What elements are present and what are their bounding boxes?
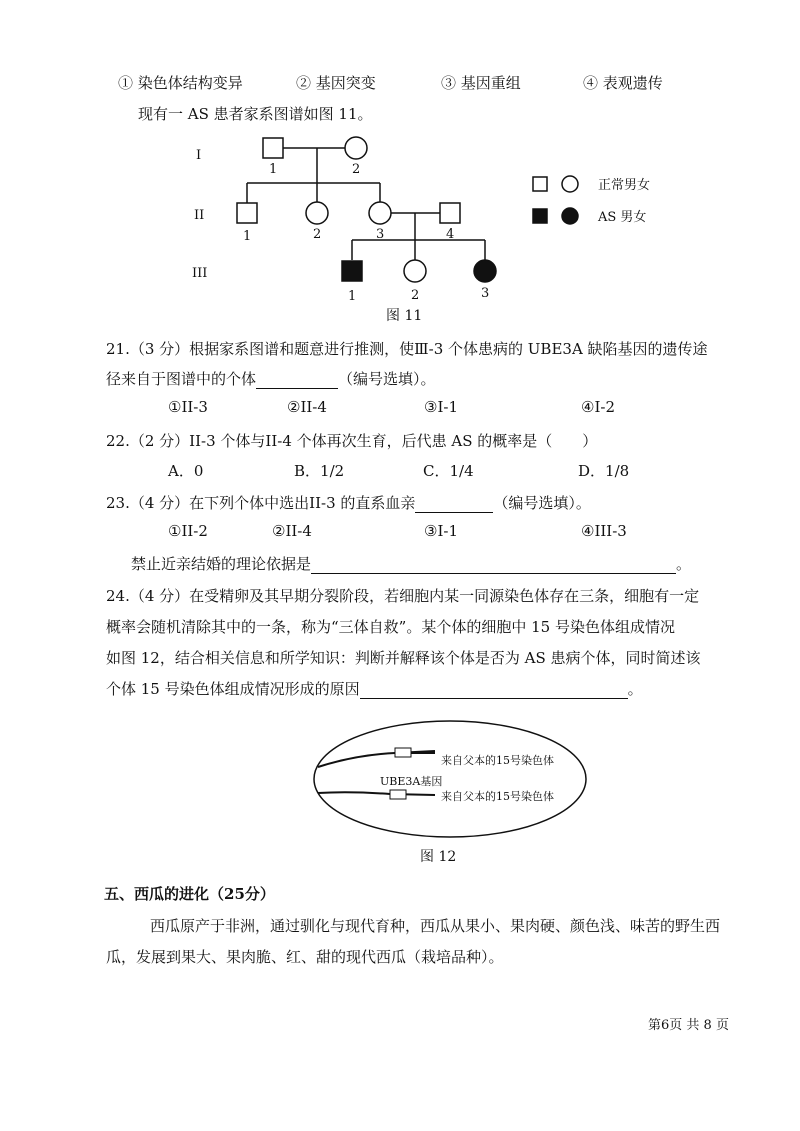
q23-option-1: ①II-2: [168, 522, 208, 540]
q22-text: 22.（2 分）II-3 个体与II-4 个体再次生育，后代患 AS 的概率是（ ）: [106, 432, 598, 450]
answer-blank[interactable]: [415, 498, 493, 513]
q22-option-c: C．1/4: [423, 462, 474, 480]
option-2: ② 基因突变: [296, 74, 376, 92]
pedigree-diagram: [180, 128, 660, 328]
q24-line-2: 概率会随机清除其中的一条，称为“三体自救”。某个体的细胞中 15 号染色体组成情况: [106, 618, 675, 636]
q24-line-3: 如图 12，结合相关信息和所学知识：判断并解释该个体是否为 AS 患病个体，同时简述该: [106, 649, 701, 667]
q22-option-d: D．1/8: [578, 462, 630, 480]
option-3: ③ 基因重组: [441, 74, 521, 92]
gen-label-1: I: [196, 148, 202, 163]
chromosome-figure: [310, 715, 600, 845]
q23-text: 23.（4 分）在下列个体中选出II-3 的直系血亲 （编号选填）。: [106, 494, 591, 512]
chromosome-top-label: 来自父本的15号染色体: [441, 754, 554, 767]
answer-blank[interactable]: [360, 684, 628, 699]
individual-label: 2: [411, 288, 420, 303]
q23-option-3: ③I-1: [424, 522, 458, 540]
q21-option-2: ②II-4: [287, 398, 327, 416]
q22-option-b: B．1/2: [294, 462, 345, 480]
gen-label-3: III: [192, 266, 208, 281]
answer-blank[interactable]: [311, 559, 676, 574]
q21-text-2: 径来自于图谱中的个体 （编号选填）。: [106, 370, 436, 388]
q21-option-3: ③I-1: [424, 398, 458, 416]
individual-label: 3: [376, 227, 385, 242]
answer-blank[interactable]: [256, 374, 338, 389]
gen-label-2: II: [194, 208, 205, 223]
section-5-para-1: 西瓜原产于非洲，通过驯化与现代育种，西瓜从果小、果肉硬、颜色浅、味苦的野生西: [150, 917, 721, 935]
q21-text: 21.（3 分）根据家系图谱和题意进行推测，使Ⅲ-3 个体患病的 UBE3A 缺陷基因的遗传途: [106, 340, 708, 358]
option-1: ① 染色体结构变异: [118, 74, 243, 92]
q21-option-4: ④I-2: [581, 398, 615, 416]
individual-label: 3: [481, 286, 490, 301]
page-number: 第6页 共 8 页: [648, 1018, 729, 1033]
gene-label: UBE3A基因: [380, 775, 443, 788]
section-5-para-2: 瓜，发展到果大、果肉脆、红、甜的现代西瓜（栽培品种）。: [106, 948, 504, 966]
legend-affected-label: AS 男女: [598, 210, 647, 225]
individual-label: 4: [446, 227, 455, 242]
individual-label: 1: [243, 229, 252, 244]
section-5-heading: 五、西瓜的进化（25分）: [104, 885, 275, 903]
q22-option-a: A．0: [168, 462, 204, 480]
q24-line-4: 个体 15 号染色体组成情况形成的原因 。: [106, 680, 643, 698]
q23-option-2: ②II-4: [272, 522, 312, 540]
q21-option-1: ①II-3: [168, 398, 208, 416]
figure-11-caption: 图 11: [386, 308, 423, 324]
individual-label: 2: [352, 162, 361, 177]
q23-option-4: ④III-3: [581, 522, 627, 540]
individual-label: 2: [313, 227, 322, 242]
q24-line-1: 24.（4 分）在受精卵及其早期分裂阶段，若细胞内某一同源染色体存在三条，细胞有一定: [106, 587, 700, 605]
legend-normal-label: 正常男女: [598, 178, 651, 193]
option-4: ④ 表观遗传: [583, 74, 663, 92]
intro-text: 现有一 AS 患者家系图谱如图 11。: [138, 105, 373, 123]
individual-label: 1: [269, 162, 278, 177]
chromosome-bottom-label: 来自父本的15号染色体: [441, 790, 554, 803]
individual-label: 1: [348, 289, 357, 304]
q23-basis: 禁止近亲结婚的理论依据是 。: [131, 555, 692, 573]
figure-12-caption: 图 12: [420, 849, 457, 865]
